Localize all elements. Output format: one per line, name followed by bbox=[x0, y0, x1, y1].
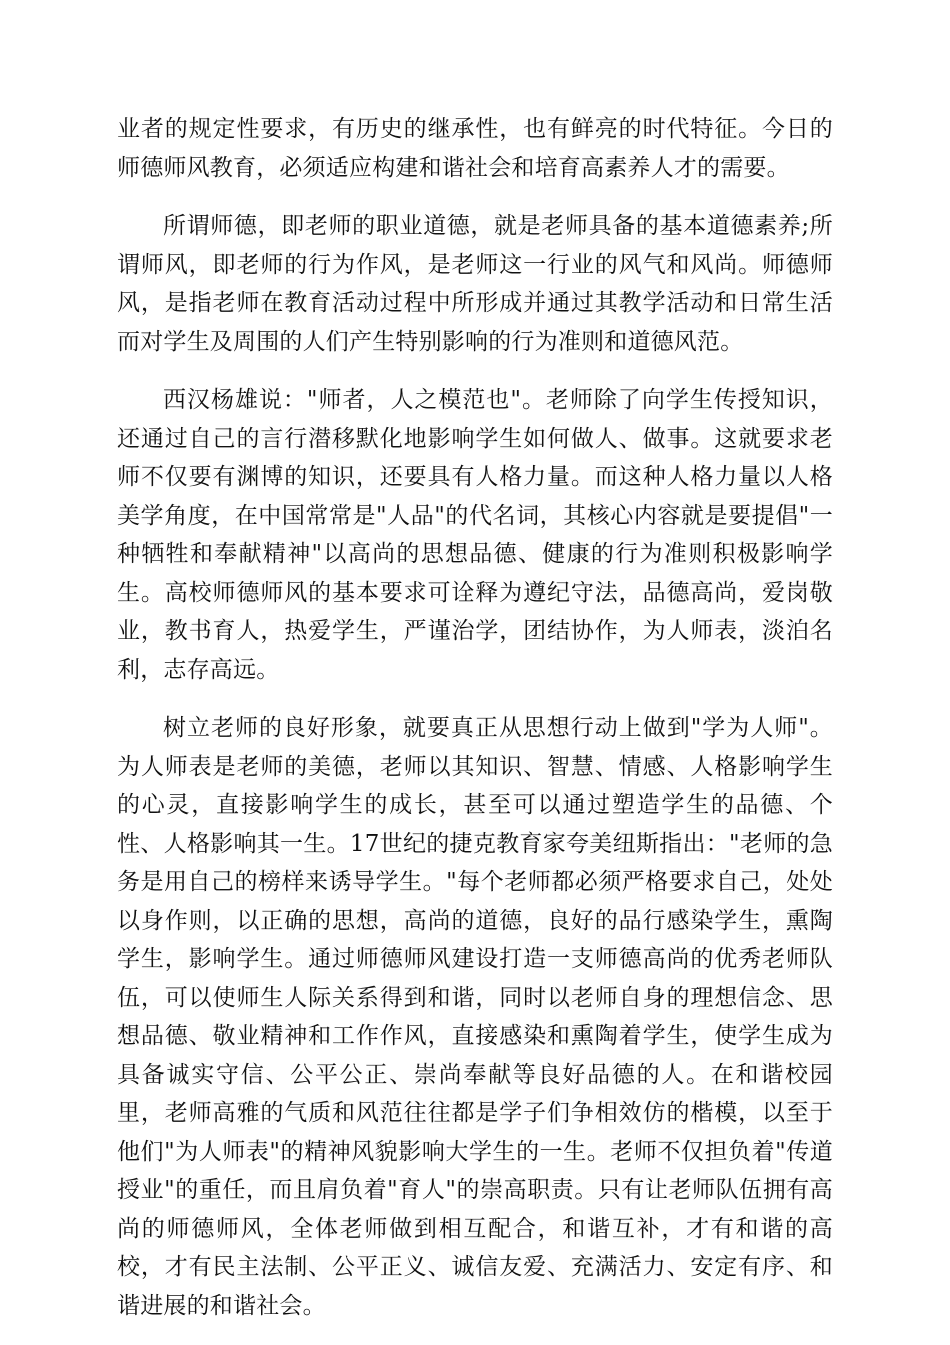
document-body bbox=[117, 110, 833, 1345]
paragraph-role-model: 树立老师的良好形象，就要真正从思想行动上做到"学为人师"。为人师表是老师的美德，老师以其知识、智慧、情感、人格影响学生的心灵，直接影响学生的成长，甚至可以通过塑造学生的品德、个性、人格影响其一生。17世纪的捷克教育家夸美纽斯指出："老师的急务是用自己的榜样来诱导学生。"每个老师都必须严格要求自己，处处以身作则，以正确的思想，高尚的道德，良好的品行感染学生，熏陶学生，影响学生。通过师德师风建设打造一支师德高尚的优秀老师队伍，可以使师生人际关系得到和谐，同时以老师自身的理想信念、思想品德、敬业精神和工作作风，直接感染和熏陶着学生，使学生成为具备诚实守信、公平公正、崇尚奉献等良好品德的人。在和谐校园里，老师高雅的气质和风范往往都是学子们争相效仿的楷模，以至于他们"为人师表"的精神风貌影响大学生的一生。老师不仅担负着"传道授业"的重任，而且肩负着"育人"的崇高职责。只有让老师队伍拥有高尚的师德师风，全体老师做到相互配合，和谐互补，才有和谐的高校，才有民主法制、公平正义、诚信友爱、充满活力、安定有序、和谐进展的和谐社会。 bbox=[117, 715, 833, 1319]
paragraph-definition: 所谓师德，即老师的职业道德，就是老师具备的基本道德素养;所谓师风，即老师的行为作风，是老师这一行业的风气和风尚。师德师风，是指老师在教育活动过程中所形成并通过其教学活动和日常生活而对学生及周围的人们产生特别影响的行为准则和道德风范。 bbox=[117, 213, 833, 355]
paragraph-continued: 业者的规定性要求，有历史的继承性，也有鲜亮的时代特征。今日的师德师风教育，必须适应构建和谐社会和培育高素养人才的需要。 bbox=[117, 116, 833, 181]
paragraph-yang-xiong: 西汉杨雄说："师者，人之模范也"。老师除了向学生传授知识，还通过自己的言行潜移默化地影响学生如何做人、做事。这就要求老师不仅要有渊博的知识，还要具有人格力量。而这种人格力量以人格美学角度，在中国常常是"人品"的代名词，其核心内容就是要提倡"一种牺牲和奉献精神"以高尚的思想品德、健康的行为准则积极影响学生。高校师德师风的基本要求可诠释为遵纪守法，品德高尚，爱岗敬业，教书育人，热爱学生，严谨治学，团结协作，为人师表，淡泊名利，志存高远。 bbox=[117, 387, 833, 683]
